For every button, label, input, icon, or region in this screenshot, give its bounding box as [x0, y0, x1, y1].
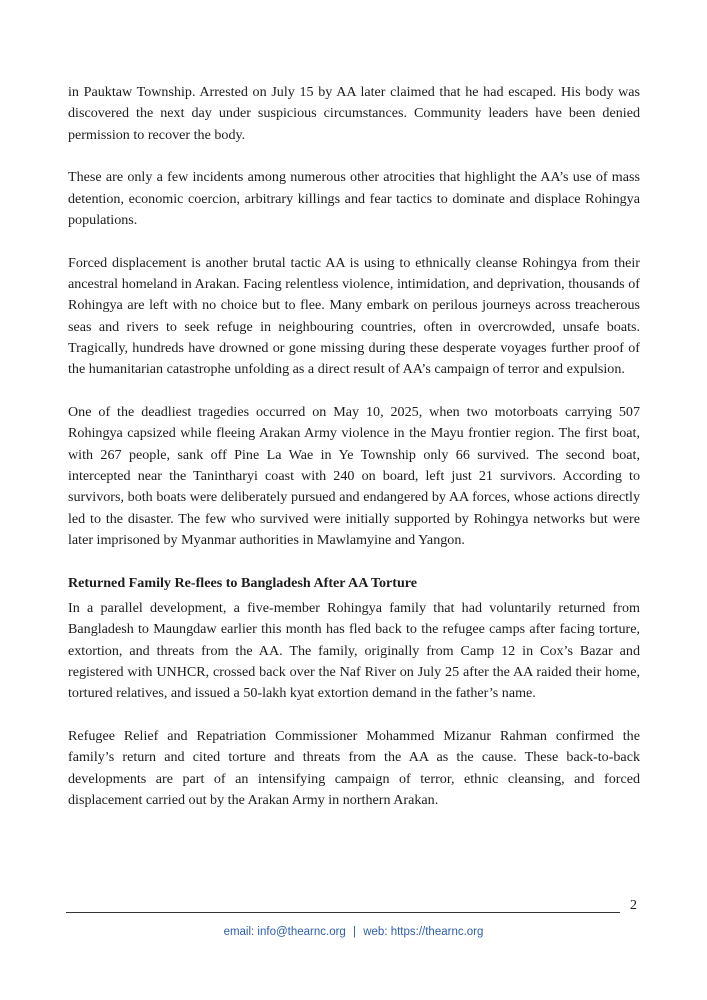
section-paragraph-1: In a parallel development, a five-member Rohingya family that had voluntarily returned from Bangladesh to Maungdaw earlier this month has fled back to the refugee camps after facing torture, extortion, and threats from the AA. The family, originally from Camp 12 in Cox’s Bazar and registered with UNHCR, crossed back over the Naf River on July 25 after the AA raided their home, tortured relatives, and issued a 50-lakh kyat extortion demand in the father’s name.	[68, 599, 640, 702]
body-paragraph-1: in Pauktaw Township. Arrested on July 15 by AA later claimed that he had escaped. His body was discovered the next day under suspicious circumstances. Community leaders have been denied permission to recover the body.	[68, 84, 640, 143]
body-paragraph-4: One of the deadliest tragedies occurred on May 10, 2025, when two motorboats carrying 507 Rohingya capsized while fleeing Arakan Army violence in the Mayu frontier region. The first boat, with 267 people, sank off Pine La Wae in Ye Township only 66 survived. The second boat, intercepted near the Tanintharyi coast with 240 on board, left just 21 survivors. According to survivors, both boats were deliberately pursued and endangered by AA forces, whose actions directly led to the disaster. The few who survived were initially supported by Rohingya networks but were later imprisoned by Myanmar authorities in Mawlamyine and Yangon.	[68, 404, 640, 548]
body-paragraph-3: Forced displacement is another brutal tactic AA is using to ethnically cleanse Rohingya from their ancestral homeland in Arakan. Facing relentless violence, intimidation, and deprivation, thousands of Rohingya are left with no choice but to flee. Many embark on perilous journeys across treacherous seas and rivers to seek refuge in neighbouring countries, often in overcrowded, unsafe boats. Tragically, hundreds have drowned or gone missing during these desperate voyages further proof of the humanitarian catastrophe unfolding as a direct result of AA’s campaign of terror and expulsion.	[68, 254, 640, 378]
footer-separator: |	[353, 926, 357, 938]
footer-email-link[interactable]: email: info@thearnc.org	[223, 926, 346, 938]
section-heading: Returned Family Re-flees to Bangladesh After AA Torture	[68, 574, 418, 591]
footer-web-link[interactable]: web: https://thearnc.org	[363, 926, 484, 938]
body-paragraph-2: These are only a few incidents among numerous other atrocities that highlight the AA’s use of mass detention, economic coercion, arbitrary killings and fear tactics to dominate and displace Rohingya populations.	[68, 169, 640, 228]
page-body	[68, 82, 640, 833]
footer-divider	[66, 912, 620, 913]
footer-contact	[0, 926, 707, 938]
page-number: 2	[630, 898, 637, 913]
section-paragraph-2: Refugee Relief and Repatriation Commissioner Mohammed Mizanur Rahman confirmed the family’s return and cited torture and threats from the AA as the cause. These back-to-back developments are part of an intensifying campaign of terror, ethnic cleansing, and forced displacement carried out by the Arakan Army in northern Arakan.	[68, 727, 640, 808]
